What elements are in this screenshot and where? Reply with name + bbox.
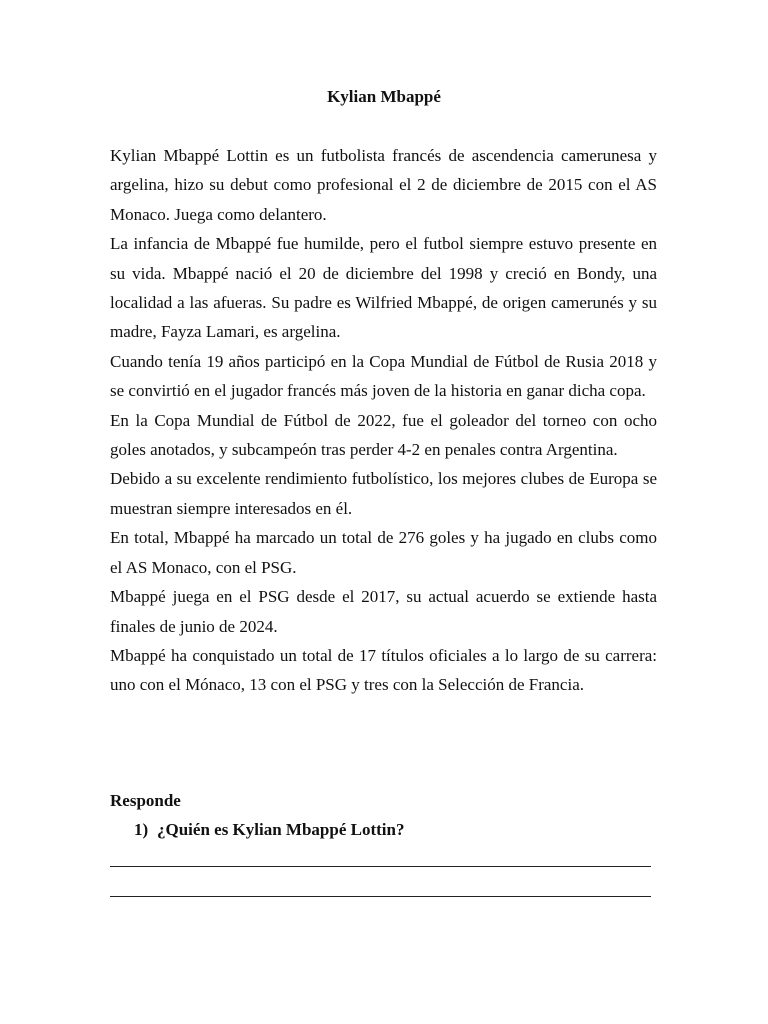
question-number: 1) <box>134 820 149 839</box>
section-label-responde: Responde <box>110 791 181 810</box>
paragraph-8: Mbappé ha conquistado un total de 17 títulos oficiales a lo largo de su carrera: uno con el Mónaco, 13 con el PSG y tres con la Selección de Francia. <box>110 645 657 695</box>
paragraph-7: Mbappé juega en el PSG desde el 2017, su actual acuerdo se extiende hasta finales de junio de 2024. <box>110 587 657 636</box>
document-title: Kylian Mbappé <box>327 87 441 106</box>
paragraph-5: Debido a su excelente rendimiento futbolístico, los mejores clubes de Europa se muestran siempre interesados en él. <box>110 469 657 518</box>
paragraph-1: Kylian Mbappé Lottin es un futbolista francés de ascendencia camerunesa y argelina, hizo su debut como profesional el 2 de diciembre de 2015 con el AS Monaco. Juega como delantero. <box>110 146 657 224</box>
paragraph-6: En total, Mbappé ha marcado un total de 276 goles y ha jugado en clubs como el AS Monaco, con el PSG. <box>110 528 657 577</box>
paragraph-4: En la Copa Mundial de Fútbol de 2022, fue el goleador del torneo con ocho goles anotados, y subcampeón tras perder 4-2 en penales contra Argentina. <box>110 410 657 460</box>
question-1 <box>134 818 404 842</box>
document-body <box>110 141 657 700</box>
question-text: ¿Quién es Kylian Mbappé Lottin? <box>157 820 405 839</box>
answer-line-1[interactable] <box>110 866 651 867</box>
paragraph-3: Cuando tenía 19 años participó en la Copa Mundial de Fútbol de Rusia 2018 y se convirtió en el jugador francés más joven de la historia en ganar dicha copa. <box>110 351 657 401</box>
answer-line-2[interactable] <box>110 896 651 897</box>
paragraph-2: La infancia de Mbappé fue humilde, pero el futbol siempre estuvo presente en su vida. Mbappé nació el 20 de diciembre del 1998 y creció en Bondy, una localidad a las afueras. Su padre es Wilfried Mbappé, de origen camerunés y su madre, Fayza Lamari, es argelina. <box>110 234 657 342</box>
